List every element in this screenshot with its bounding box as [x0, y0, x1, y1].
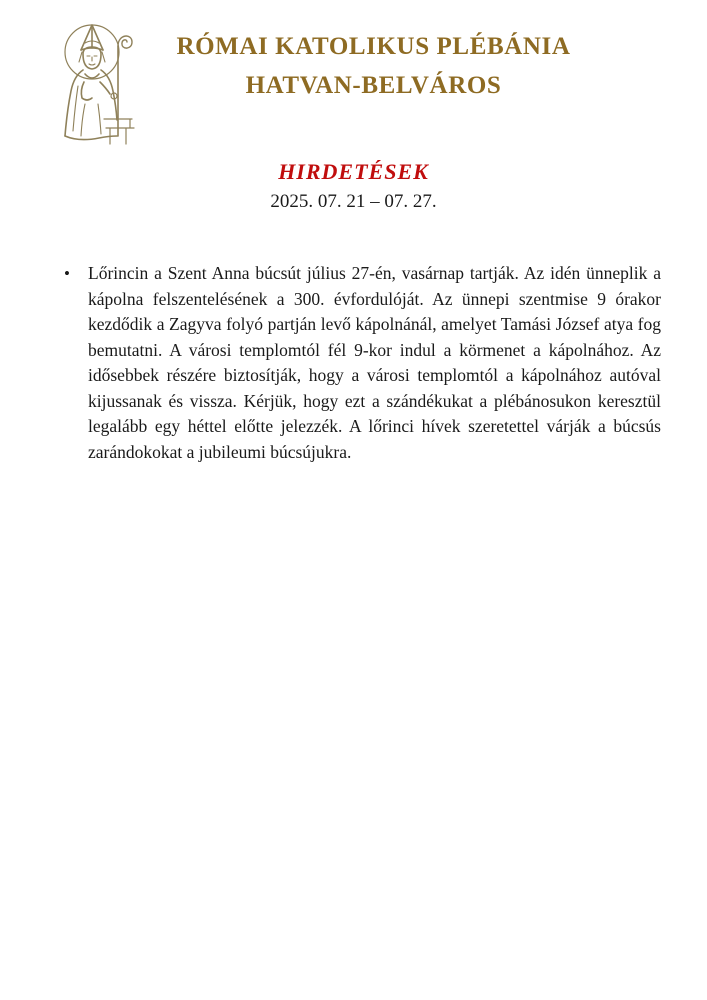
- parish-name-line1: RÓMAI KATOLIKUS PLÉBÁNIA: [176, 33, 571, 60]
- parish-header: [0, 0, 707, 150]
- bishop-saint-logo: [54, 16, 142, 146]
- parish-name-line2: HATVAN-BELVÁROS: [245, 72, 502, 99]
- date-range: 2025. 07. 21 – 07. 27.: [270, 191, 437, 212]
- announcements-heading: HIRDETÉSEK: [278, 159, 429, 184]
- bishop-saint-drawing: [54, 16, 142, 146]
- announcement-text: Lőrincin a Szent Anna búcsút július 27-én, vasárnap tartják. Az idén ünneplik a kápolna felszentelésének a 300. évfordulóját. Az ünnepi szentmise 9 órakor kezdődik a Zagyva folyó partján levő kápolnánál, amelyet Tamási József atya fog bemutatni. A városi templomtól fél 9-kor indul a körmenet a kápolnához. Az idősebbek részére biztosítják, hogy a városi templomtól a kápolnához autóval kijussanak és vissza. Kérjük, hogy ezt a szándékukat a plébánosukon keresztül legalább egy héttel előtte jelezzék. A lőrinci hívek szeretettel várják a búcsús zarándokokat a jubileumi búcsújukra.: [88, 263, 661, 462]
- announcements-header: [0, 158, 707, 214]
- announcement-item: [64, 261, 661, 465]
- announcement-list: [0, 261, 707, 465]
- bullet-marker: •: [64, 264, 70, 283]
